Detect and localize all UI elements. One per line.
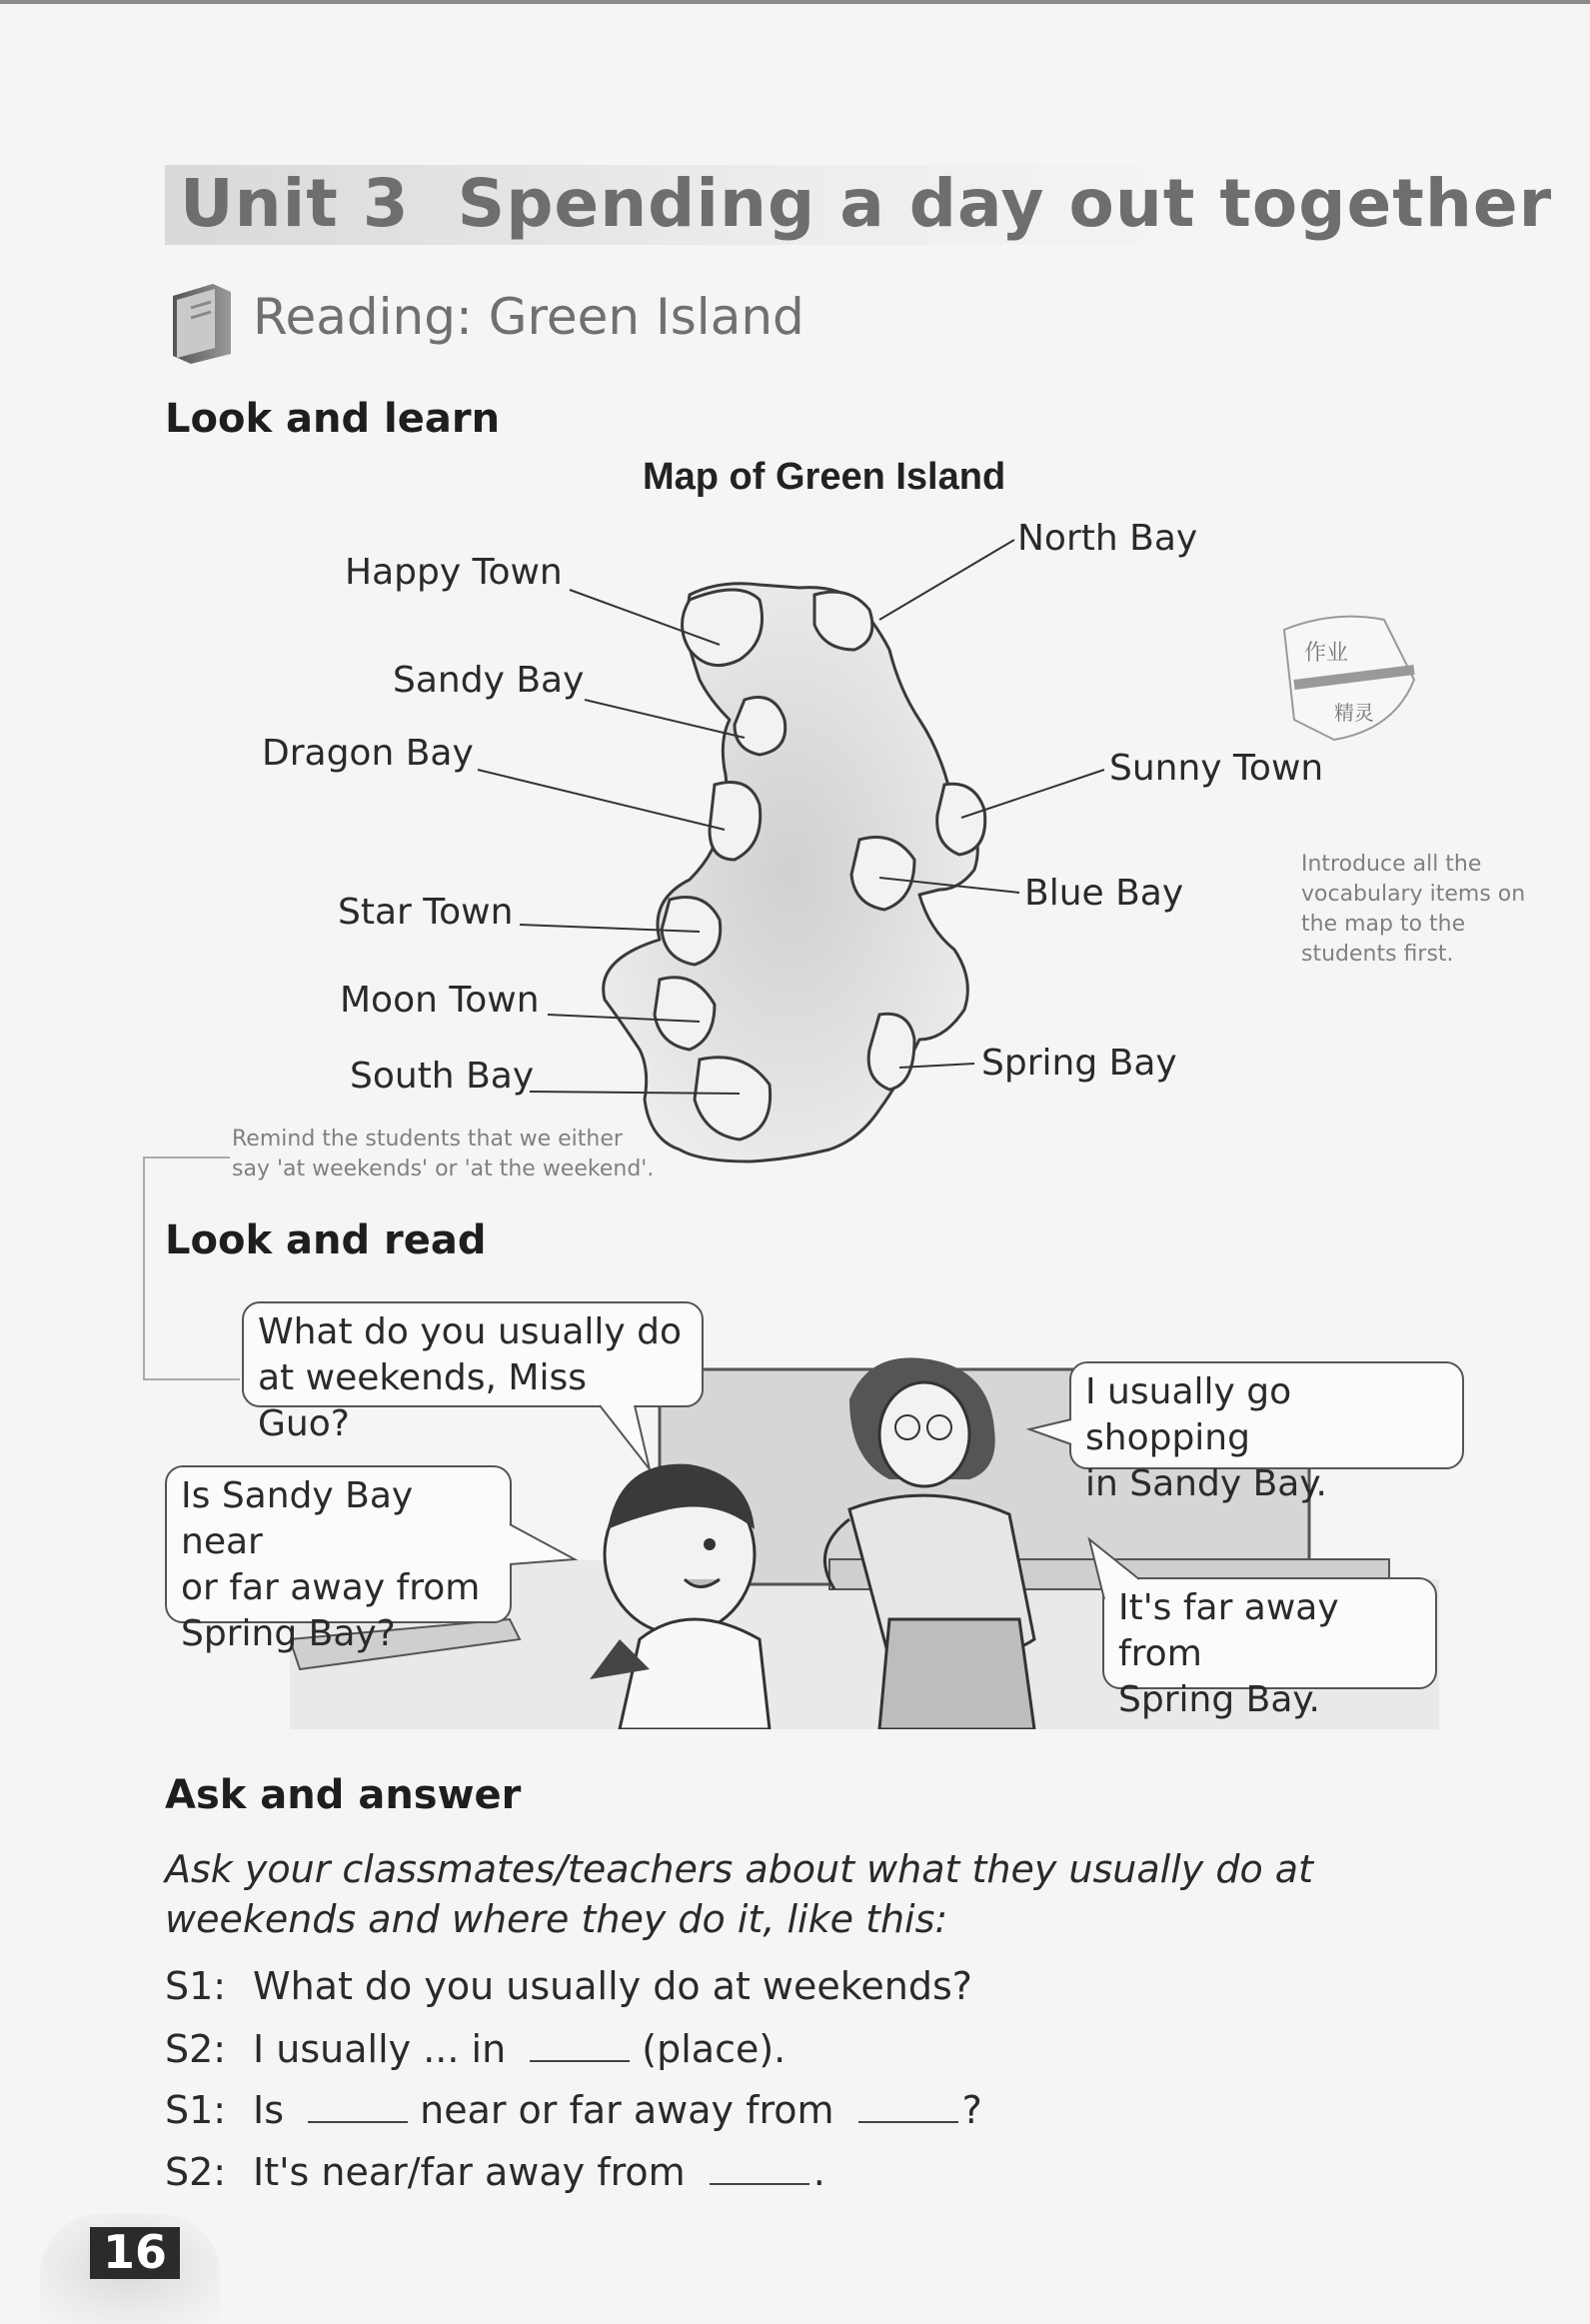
unit-number: Unit 3 <box>180 165 410 242</box>
dialogue-text: It's near/far away from <box>253 2150 686 2194</box>
dialogue-line-2 <box>165 2026 786 2071</box>
dialogue-text: I usually ... in <box>253 2027 507 2071</box>
label-sandy-bay: Sandy Bay <box>393 660 585 701</box>
label-star-town: Star Town <box>338 892 514 933</box>
ask-and-answer-heading: Ask and answer <box>165 1772 522 1818</box>
blank-line <box>858 2087 958 2123</box>
bubble-line: at weekends, Miss Guo? <box>258 1357 587 1444</box>
note-line: say 'at weekends' or 'at the weekend'. <box>232 1157 655 1181</box>
bubble-line: Spring Bay. <box>1118 1679 1320 1720</box>
blank-line <box>530 2026 630 2062</box>
bubble-line: Is Sandy Bay near <box>181 1475 414 1562</box>
look-and-learn-heading: Look and learn <box>165 396 501 442</box>
note-line: the map to the <box>1301 912 1466 937</box>
map-title: Map of Green Island <box>643 456 1006 498</box>
note-line: vocabulary items on <box>1301 882 1526 907</box>
speaker: S1: <box>165 2088 227 2132</box>
bubble-line: It's far away from <box>1118 1587 1339 1674</box>
dialogue-text: near or far away from <box>420 2088 834 2132</box>
dialogue-text: ? <box>961 2088 982 2132</box>
label-sunny-town: Sunny Town <box>1109 748 1324 789</box>
reading-title: Reading: Green Island <box>253 288 804 346</box>
dialogue-text: What do you usually do at weekends? <box>253 1964 972 2008</box>
speaker: S2: <box>165 2027 227 2071</box>
label-dragon-bay: Dragon Bay <box>262 733 474 774</box>
dialogue-line-1 <box>165 1964 972 2008</box>
label-south-bay: South Bay <box>350 1056 535 1097</box>
look-and-read-heading: Look and read <box>165 1217 487 1263</box>
svg-text:精灵: 精灵 <box>1334 701 1374 725</box>
bubble-line: or far away from <box>181 1567 481 1608</box>
bubble-line: in Sandy Bay. <box>1085 1463 1327 1504</box>
blank-line <box>710 2149 809 2185</box>
instruction-text: Ask your classmates/teachers about what they usually do at weekends and where they do it, like this: <box>165 1847 1313 1941</box>
note-line: Remind the students that we either <box>232 1127 623 1152</box>
svg-text:作业: 作业 <box>1304 641 1349 666</box>
dialogue-text: . <box>812 2150 825 2194</box>
label-moon-town: Moon Town <box>340 980 540 1021</box>
bubble-line: What do you usually do <box>258 1311 683 1352</box>
bubble-line: I usually go shopping <box>1085 1371 1292 1458</box>
page-number: 16 <box>102 2225 167 2279</box>
dialogue-line-3 <box>165 2087 982 2132</box>
blank-line <box>308 2087 408 2123</box>
label-blue-bay: Blue Bay <box>1024 873 1184 914</box>
note-line: Introduce all the <box>1301 852 1482 877</box>
note-line: students first. <box>1301 942 1454 967</box>
unit-name: Spending a day out together <box>457 165 1553 242</box>
label-happy-town: Happy Town <box>345 552 563 593</box>
label-spring-bay: Spring Bay <box>981 1043 1177 1084</box>
speaker: S1: <box>165 1964 227 2008</box>
speaker: S2: <box>165 2150 227 2194</box>
dialogue-text: Is <box>253 2088 285 2132</box>
dialogue-text: (place). <box>642 2027 787 2071</box>
bubble-line: Spring Bay? <box>181 1613 396 1654</box>
dialogue-line-4 <box>165 2149 825 2194</box>
label-north-bay: North Bay <box>1017 518 1198 559</box>
